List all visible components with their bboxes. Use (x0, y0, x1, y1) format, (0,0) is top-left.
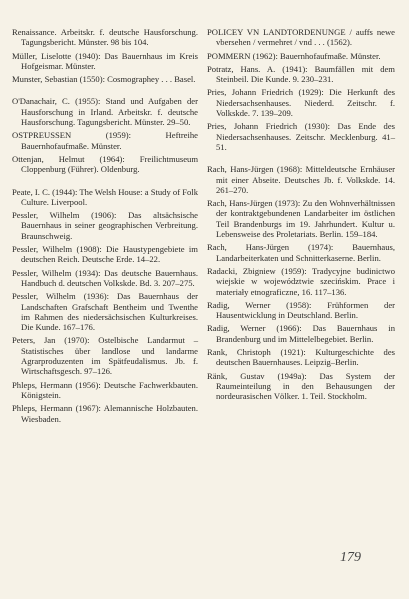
bibliography-entry: Pries, Johann Friedrich (1929): Die Herkunft des Niedersachsenhauses. Niederd. Zeitschr. f. Volkskde. 7. 139–209. (207, 87, 395, 119)
bibliography-entry: Ottenjan, Helmut (1964): Freilichtmuseum Cloppenburg (Führer). Oldenburg. (12, 153, 198, 175)
bibliography-entry: Phleps, Hermann (1967): Alemannische Holzbauten. Wiesbaden. (12, 403, 198, 424)
bibliography-entry: POMMERN (1962): Bauernhofaufmaße. Münster. (207, 50, 381, 61)
bibliography-entry: OSTPREUSSEN (1959): Heftreihe Bauernhofaufmaße. Münster. (12, 130, 198, 151)
bibliography-entry: Radacki, Zbigniew (1959): Tradycyjne budinictwo wiejskie w województwie szecińskim. Prace i materiały etnograficzne, 16. 117–136. (207, 265, 395, 297)
bibliography-column-right (207, 27, 395, 405)
bibliography-entry: Renaissance. Arbeitskr. f. deutsche Hausforschung. Tagungsbericht. Münster. 98 bis 104. (12, 27, 198, 48)
bibliography-entry: Munster, Sebastian (1550): Cosmographey . . . Basel. (12, 74, 196, 85)
bibliography-entry: Pessler, Wilhelm (1934): Das deutsche Bauernhaus. Handbuch d. deutschen Volkskde. Bd. 3. 207–275. (12, 267, 198, 288)
bibliography-column-left (12, 27, 198, 427)
bibliography-entry: Radig, Werner (1966): Das Bauernhaus in Brandenburg und im Mittelelbegebiet. Berlin. (207, 323, 395, 344)
bibliography-entry: Rach, Hans-Jürgen (1968): Mitteldeutsche Ernhäuser mit einer Abseite. Deutsches Jb. f. Volkskde. 14. 261–270. (207, 164, 395, 195)
bibliography-entry: Ränk, Gustav (1949a): Das System der Raumeinteilung in den Behausungen der nordeurasischen Völker. 1. Teil. Stockholm. (207, 370, 395, 402)
bibliography-entry: O'Danachair, C. (1955): Stand und Aufgaben der Hausforschung in Irland. Arbeitskr. f. deutsche Hausforschung. Tagungsbericht. Münster. 29–50. (12, 96, 198, 128)
bibliography-entry: Peters, Jan (1970): Ostelbische Landarmut – Statistisches über landlose und landarme Agrarproduzenten im Spätfeudalismus. Jb. f. Wirtschaftsgesch. 97–126. (12, 335, 198, 377)
bibliography-entry: Pessler, Wilhelm (1908): Die Haustypengebiete im deutschen Reich. Deutsche Erde. 14–22. (12, 244, 198, 265)
bibliography-entry: POLICEY VN LANDTORDENUNGE / auffs newe vbersehen / vermehret / vnd . . . (1562). (207, 27, 395, 48)
bibliography-entry: Pessler, Wilhelm (1936): Das Bauernhaus der Landschaften Grafschaft Bentheim und Twenthe im Rahmen des niedersächsischen Kulturkreises. Die Kunde. 167–176. (12, 291, 198, 333)
bibliography-entry: Rank, Christoph (1921): Kulturgeschichte des deutschen Bauernhauses. Leipzig–Berlin. (207, 347, 395, 368)
bibliography-entry: Müller, Liselotte (1940): Das Bauernhaus im Kreis Hofgeismar. Münster. (12, 50, 198, 71)
page-number: 179 (340, 550, 361, 565)
bibliography-entry: Potratz, Hans. A. (1941): Baumfällen mit dem Steinbeil. Die Kunde. 9. 230–231. (207, 63, 395, 85)
bibliography-entry: Pries, Johann Friedrich (1930): Das Ende des Niedersachsenhauses. Zeitschr. Mecklenburg. 41–51. (207, 121, 395, 152)
bibliography-entry: Rach, Hans-Jürgen (1974): Bauernhaus, Landarbeiterkaten und Schnitterkaserne. Berlin. (207, 242, 395, 263)
bibliography-entry: Peate, I. C. (1944): The Welsh House: a Study of Folk Culture. Liverpool. (12, 186, 198, 207)
bibliography-entry: Pessler, Wilhelm (1906): Das altsächsische Bauernhaus in seiner geographischen Verbreitung. Braunschweig. (12, 210, 198, 241)
bibliography-entry: Radig, Werner (1958): Frühformen der Hausentwicklung in Deutschland. Berlin. (207, 299, 395, 321)
bibliography-entry: Rach, Hans-Jürgen (1973): Zu den Wohnverhältnissen der kontraktgebundenen Landarbeiter im östlichen Teil Brandenburgs im 19. Jahrhundert. Kultur u. Lebensweise des Proletariats. Berlin. 159–184. (207, 198, 395, 240)
bibliography-entry: Phleps, Hermann (1956): Deutsche Fachwerkbauten. Königstein. (12, 379, 198, 400)
